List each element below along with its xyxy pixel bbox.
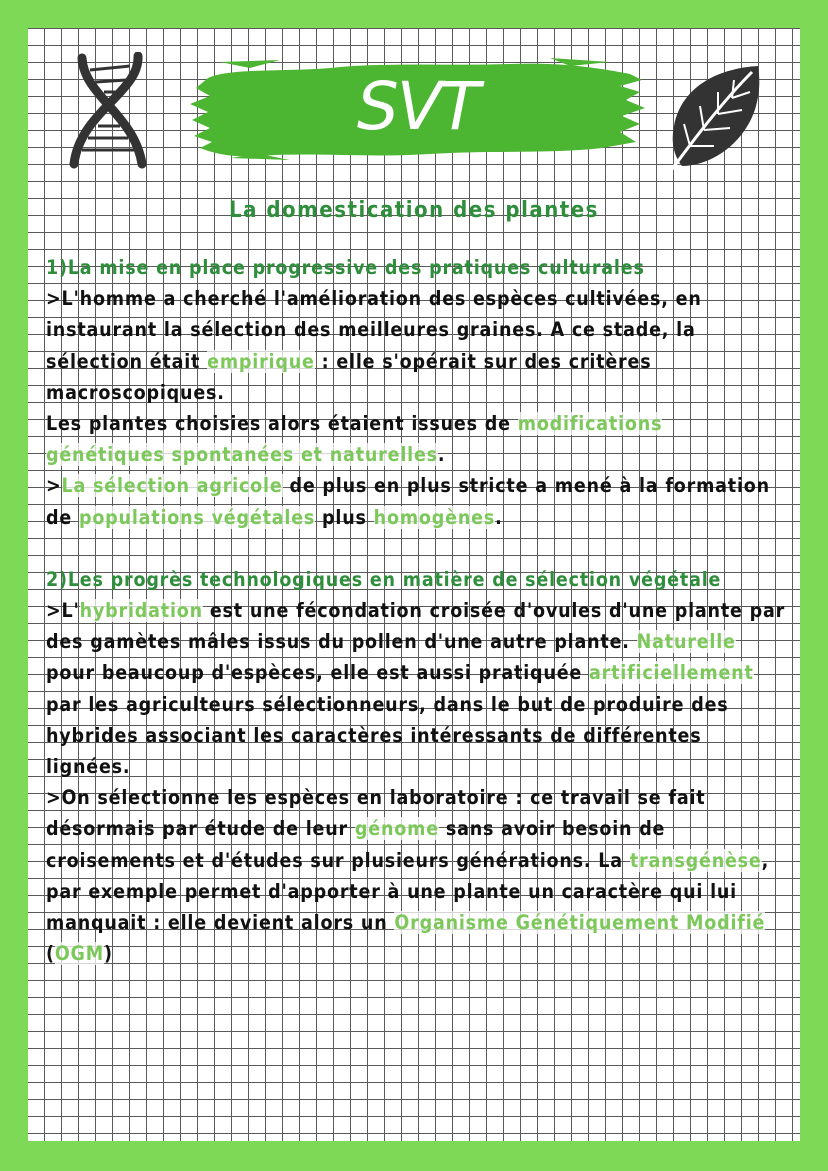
section-spacer (46, 533, 786, 564)
keyword-highlight: OGM (54, 942, 104, 966)
keyword-highlight: Organisme Génétiquement Modifié (394, 911, 766, 935)
keyword-highlight: génome (354, 817, 439, 841)
keyword-highlight: homogènes (373, 505, 496, 529)
leaf-icon (662, 62, 764, 176)
keyword-highlight: artificiellement (589, 661, 754, 685)
section1-paragraph-3: >La sélection agricole de plus en plus stricte a mené à la formation de populations végétales plus homogènes. (46, 474, 770, 529)
section1-heading: 1)La mise en place progressive des pratiques culturales (46, 256, 645, 279)
dna-icon (60, 52, 156, 170)
keyword-highlight: modifications génétiques spontanées et naturelles (46, 412, 663, 467)
keyword-highlight: Naturelle (636, 630, 736, 654)
svt-title: SVT (356, 68, 479, 145)
section2-paragraph-2: >On sélectionne les espèces en laboratoire : ce travail se fait désormais par étude de leur génome sans avoir besoin de croisements et d'études sur plusieurs générations. La transgénèse, par exemple permet d'apporter à une plante un caractère qui lui manquait : elle devient alors un Organisme Génétiquement Modifié (OGM) (46, 786, 770, 966)
keyword-highlight: hybridation (79, 599, 203, 623)
keyword-highlight: populations végétales (78, 505, 316, 529)
document-body (46, 252, 786, 969)
keyword-highlight: transgénèse (629, 848, 762, 872)
keyword-highlight: La sélection agricole (61, 474, 283, 498)
section1-paragraph-2: Les plantes choisies alors étaient issues de modifications génétiques spontanées et naturelles. (46, 412, 663, 467)
section2-paragraph-1: >L'hybridation est une fécondation croisée d'ovules d'une plante par des gamètes mâles issus du pollen d'une autre plante. Naturelle pour beaucoup d'espèces, elle est aussi pratiquée artificiellement par les agriculteurs sélectionneurs, dans le but de produire des hybrides associant les caractères intéressants de différentes lignées. (46, 599, 786, 779)
page-title: La domestication des plantes (229, 198, 599, 223)
section2-heading: 2)Les progrès technologiques en matière de sélection végétale (46, 567, 722, 591)
section1-paragraph-1: >L'homme a cherché l'amélioration des espèces cultivées, en instaurant la sélection des meilleures graines. A ce stade, la sélection était empirique : elle s'opérait sur des critères macroscopiques. (46, 287, 702, 404)
keyword-highlight: empirique (207, 349, 315, 373)
